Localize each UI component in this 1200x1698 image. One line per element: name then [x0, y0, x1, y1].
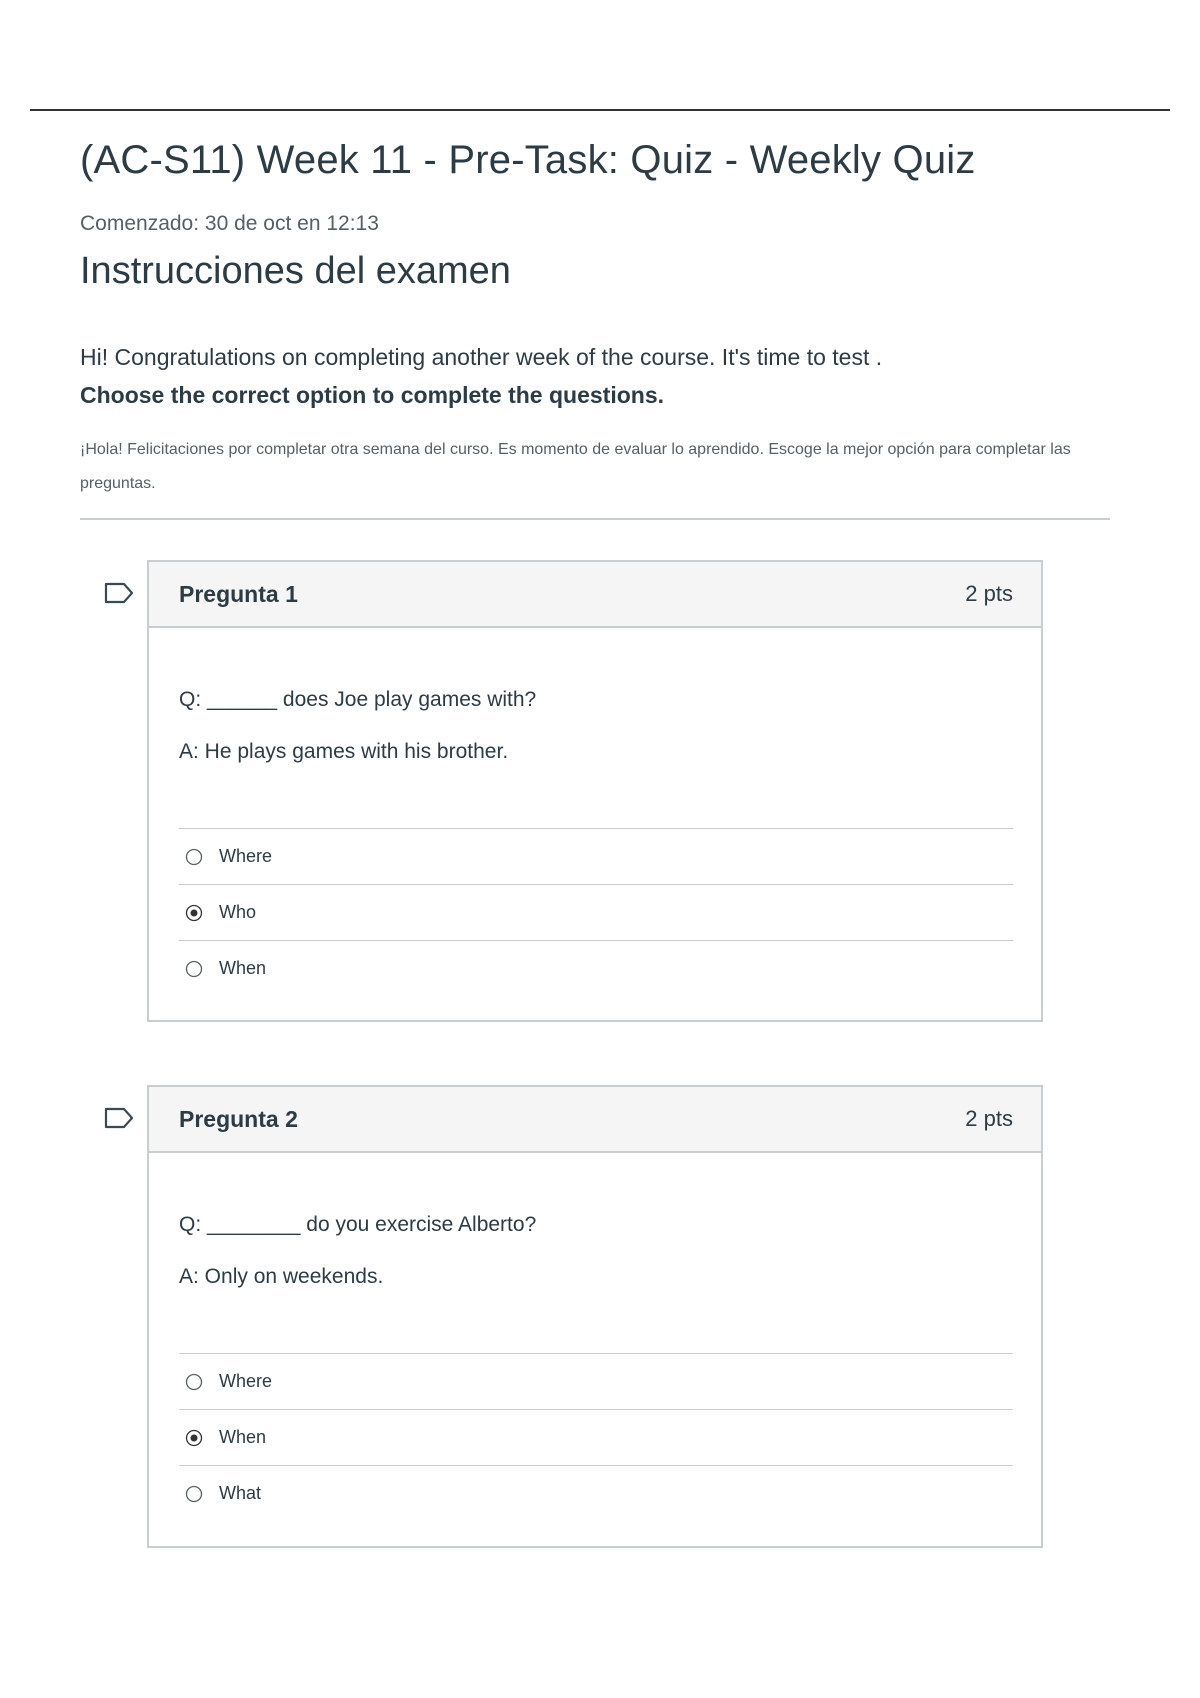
flag-icon[interactable] [104, 1107, 134, 1129]
instructions-english-line2: Choose the correct option to complete the questions. [80, 382, 664, 408]
flag-icon[interactable] [104, 582, 134, 604]
answer-option-when[interactable] [179, 941, 1013, 996]
answer-option-label: What [219, 1483, 262, 1503]
answer-option-when[interactable] [179, 1410, 1013, 1466]
radio-unselected-icon[interactable] [185, 960, 203, 978]
quiz-started-time: Comenzado: 30 de oct en 12:13 [80, 212, 379, 235]
question-name: Pregunta 2 [179, 1105, 298, 1132]
question-points: 2 pts [965, 1106, 1013, 1131]
radio-unselected-icon[interactable] [185, 848, 203, 866]
radio-selected-icon[interactable] [185, 1429, 203, 1447]
question-name: Pregunta 1 [179, 580, 298, 607]
answer-option-label: When [219, 1427, 267, 1447]
instructions-spanish: ¡Hola! Felicitaciones por completar otra semana del curso. Es momento de evaluar lo aprendido. Escoge la mejor opción para completar las preguntas. [80, 441, 1071, 492]
answer-option-where[interactable] [179, 829, 1013, 885]
radio-selected-icon[interactable] [185, 904, 203, 922]
question-points: 2 pts [965, 581, 1013, 606]
instructions-english [80, 338, 1080, 414]
question-header [149, 562, 1041, 628]
answer-option-label: Where [219, 1371, 273, 1391]
answer-option-label: Where [219, 846, 273, 866]
answer-option-label: When [219, 958, 267, 978]
instructions-english-line1: Hi! Congratulations on completing another week of the course. It's time to test . [80, 344, 883, 370]
top-divider [30, 109, 1170, 111]
answer-text: A: Only on weekends. [179, 1265, 384, 1288]
question-body [149, 1211, 1041, 1521]
answer-option-what[interactable] [179, 1466, 1013, 1521]
answer-text: A: He plays games with his brother. [179, 740, 509, 763]
instructions-heading: Instrucciones del examen [80, 250, 511, 292]
answer-options [179, 828, 1013, 996]
radio-unselected-icon[interactable] [185, 1485, 203, 1503]
answer-option-who[interactable] [179, 885, 1013, 941]
radio-unselected-icon[interactable] [185, 1373, 203, 1391]
question-text: Q: ______ does Joe play games with? [179, 688, 537, 711]
question-body [149, 686, 1041, 996]
answer-options [179, 1353, 1013, 1521]
question-card-1 [147, 560, 1043, 1022]
answer-option-where[interactable] [179, 1354, 1013, 1410]
quiz-title: (AC-S11) Week 11 - Pre-Task: Quiz - Weekly Quiz [80, 138, 976, 182]
instructions-divider [80, 518, 1110, 520]
answer-option-label: Who [219, 902, 257, 922]
question-card-2 [147, 1085, 1043, 1548]
question-header [149, 1087, 1041, 1153]
question-text: Q: ________ do you exercise Alberto? [179, 1213, 537, 1236]
